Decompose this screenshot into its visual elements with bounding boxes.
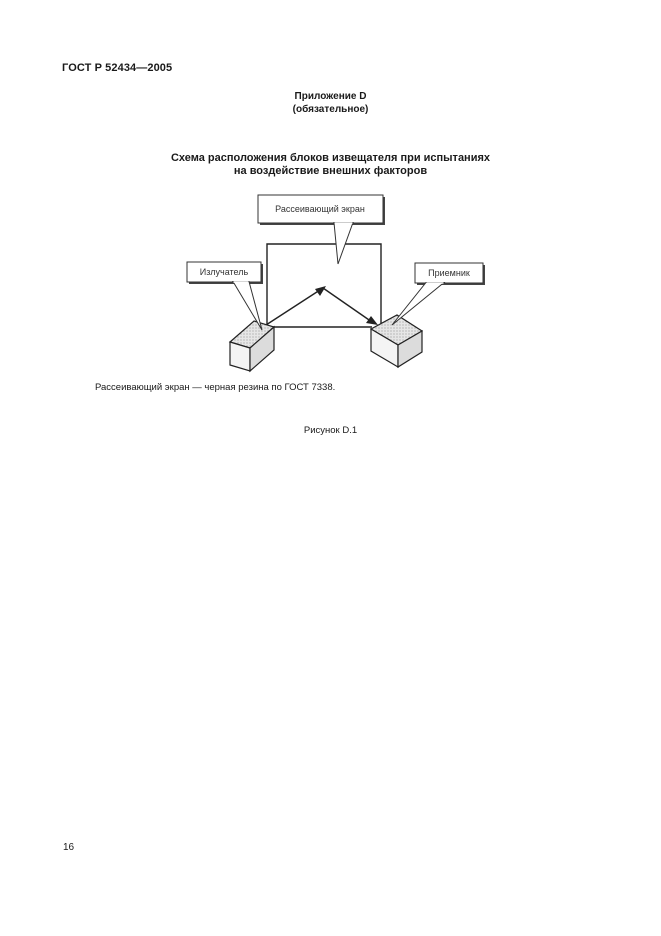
label-scattering-screen: Рассеивающий экран [275, 204, 365, 214]
receiver-block [371, 315, 422, 367]
emitter-block [230, 321, 274, 371]
test-setup-diagram [0, 0, 661, 400]
scheme-title-line-2: на воздействие внешних факторов [233, 165, 428, 177]
annex-title: Приложение D [294, 91, 367, 102]
callout-scattering-screen [258, 195, 385, 264]
arrowhead-incident [315, 286, 326, 296]
figure-caption: Рисунок D.1 [303, 425, 358, 436]
arrowhead-reflected [366, 316, 378, 325]
document-code: ГОСТ Р 52434—2005 [62, 62, 173, 74]
callout-emitter [187, 262, 263, 330]
label-emitter: Излучатель [199, 267, 249, 277]
page-number: 16 [63, 842, 75, 853]
label-receiver: Приемник [428, 268, 470, 278]
reflected-beam-reflected [323, 288, 372, 322]
callout-receiver [392, 263, 485, 325]
figure-note: Рассеивающий экран — черная резина по ГОСТ 7338. [95, 382, 336, 393]
reflected-beam-incident [266, 288, 323, 325]
scheme-title-line-1: Схема расположения блоков извещателя при испытаниях [170, 152, 491, 164]
annex-status: (обязательное) [292, 104, 369, 115]
